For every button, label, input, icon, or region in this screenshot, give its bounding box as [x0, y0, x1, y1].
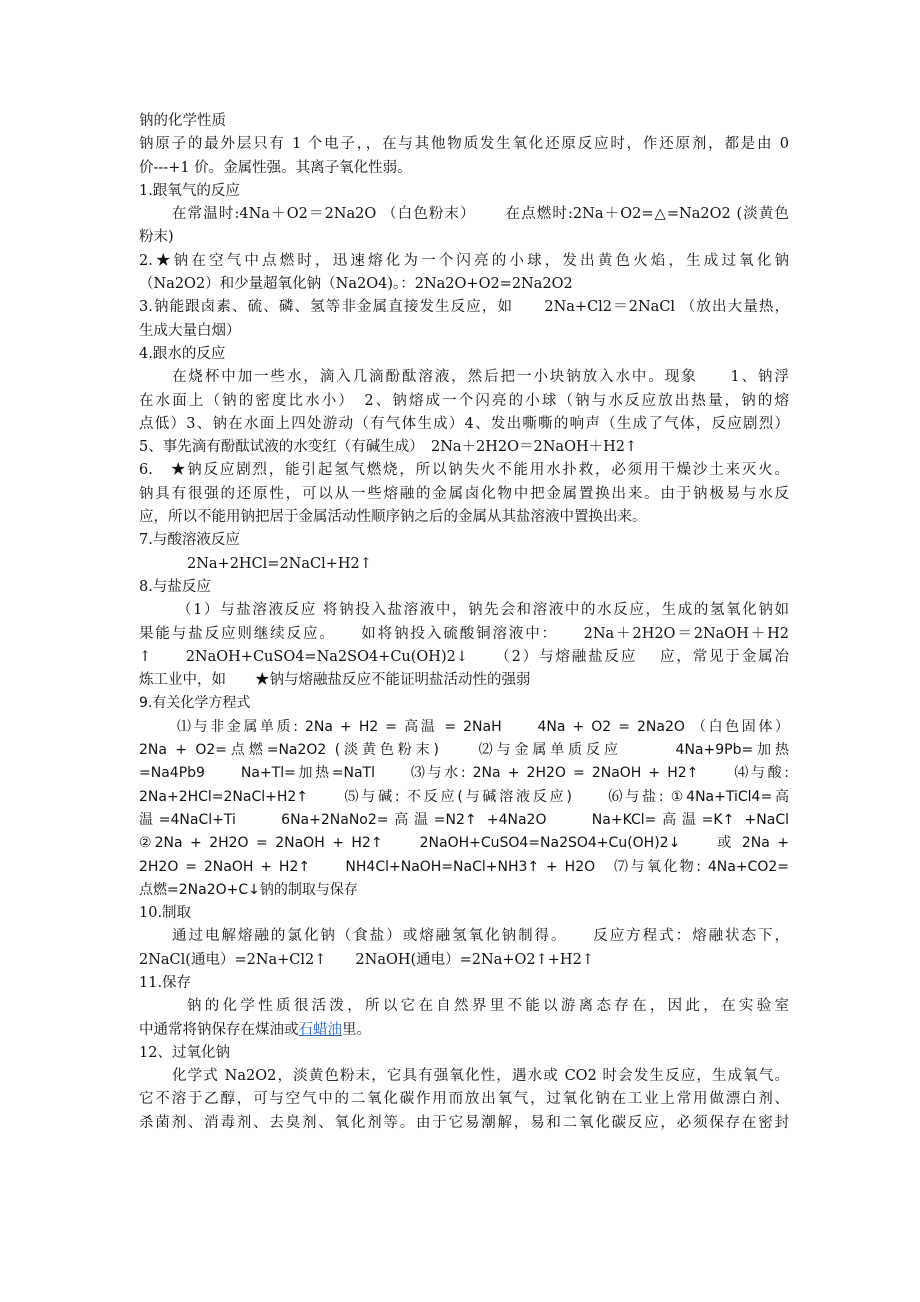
text-line: 钠的化学性质很活泼，所以它在自然界里不能以游离态存在，因此，在实验室: [187, 998, 789, 1015]
text-line: 在常温时:4Na＋O2＝2Na2O （白色粉末） 在点燃时:2Na＋O2=△=Na2O2 (淡黄色: [172, 206, 789, 223]
text-line: 炼工业中，如 ★钠与熔融盐反应不能证明盐活动性的强弱: [139, 672, 531, 689]
text-line: 粉末): [139, 229, 174, 246]
equation-line: 点燃=2Na2O+C↓钠的制取与保存: [139, 881, 358, 898]
heading-water: 4.跟水的反应: [139, 345, 226, 362]
text-line: 2.★钠在空气中点燃时，迅速熔化为一个闪亮的小球，发出黄色火焰，生成过氧化钠: [139, 252, 789, 269]
equation-line: ⑴与非金属单质: 2Na + H2 = 高温 = 2NaH 4Na + O2 = 2Na2O （白色固体）: [177, 718, 789, 735]
equation-line: 温=4NaCl+Ti 6Na+2NaNo2=高温=N2↑ +4Na2O Na+KCl=高温=K↑ +NaCl: [139, 811, 789, 828]
equation-line: =Na4Pb9 Na+Tl=加热=NaTl ⑶与水: 2Na + 2H2O = 2NaOH + H2↑ ⑷与酸:: [139, 765, 789, 782]
equation-line: 2NaCl(通电）=2Na+Cl2↑ 2NaOH(通电）=2Na+O2↑+H2↑: [139, 951, 594, 968]
text-line: （1）与盐溶液反应 将钠投入盐溶液中，钠先会和溶液中的水反应，生成的氢氧化钠如: [177, 602, 789, 619]
text-line: 价---+1 价。金属性强。其离子氧化性弱。: [139, 159, 412, 176]
document-body: [139, 110, 789, 1135]
heading-equations: 9.有关化学方程式: [139, 695, 251, 712]
storage-text-end: 里。: [342, 1021, 371, 1038]
heading-storage: 11.保存: [139, 974, 192, 991]
text-line: 它不溶于乙醇，可与空气中的二氧化碳作用而放出氧气，过氧化钠在工业上常用做漂白剂、: [139, 1091, 789, 1108]
text-line: 钠具有很强的还原性，可以从一些熔融的金属卤化物中把金属置换出来。由于钠极易与水反: [139, 485, 789, 502]
text-line: 6. ★钠反应剧烈，能引起氢气燃烧，所以钠失火不能用水扑救，必须用干燥沙土来灭火。: [139, 462, 789, 479]
text-line: 钠原子的最外层只有 1 个电子，，在与其他物质发生氧化还原反应时，作还原剂，都是由 0: [139, 136, 789, 153]
heading-salt: 8.与盐反应: [139, 578, 211, 595]
equation-line: ②2Na + 2H2O = 2NaOH + H2↑ 2NaOH+CuSO4=Na2SO4+Cu(OH)2↓ 或 2Na +: [139, 835, 789, 852]
text-line: 应，所以不能用钠把居于金属活动性顺序钠之后的金属从其盐溶液中置换出来。: [139, 509, 647, 526]
text-line: 在水面上（钠的密度比水小） 2、钠熔成一个闪亮的小球（钠与水反应放出热量，钠的熔: [139, 392, 789, 409]
text-line: 化学式 Na2O2，淡黄色粉末，它具有强氧化性，遇水或 CO2 时会发生反应，生成氧气。: [172, 1068, 789, 1085]
equation-line: 2Na+2HCl=2NaCl+H2↑: [187, 555, 372, 572]
heading-oxygen: 1.跟氧气的反应: [139, 182, 240, 199]
text-line: （Na2O2）和少量超氧化钠（Na2O4)。：2Na2O+O2=2Na2O2: [139, 276, 573, 293]
text-line: ↑ 2NaOH+CuSO4=Na2SO4+Cu(OH)2↓ （2）与熔融盐反应 应，常见于金属冶: [139, 648, 789, 665]
heading-acid: 7.与酸溶液反应: [139, 532, 240, 549]
heading-peroxide: 12、过氧化钠: [139, 1044, 230, 1061]
heading-preparation: 10.制取: [139, 905, 192, 922]
text-line: 生成大量白烟）: [139, 322, 241, 339]
text-line: 通过电解熔融的氯化钠（食盐）或熔融氢氧化钠制得。 反应方程式：熔融状态下，: [172, 928, 789, 945]
text-line: 5、事先滴有酚酞试液的水变红（有碱生成） 2Na＋2H2O＝2NaOH＋H2↑: [139, 439, 638, 456]
text-line: [139, 1019, 789, 1042]
paraffin-oil-link[interactable]: 石蜡油: [298, 1021, 342, 1038]
text-line: 果能与盐反应则继续反应。 如将钠投入硫酸铜溶液中： 2Na＋2H2O＝2NaOH＋H2: [139, 625, 789, 642]
text-line: 在烧杯中加一些水，滴入几滴酚酞溶液，然后把一小块钠放入水中。现象 1、钠浮: [172, 369, 789, 386]
section-title: 钠的化学性质: [139, 113, 226, 129]
equation-line: 2H2O = 2NaOH + H2↑ NH4Cl+NaOH=NaCl+NH3↑ + H2O ⑺与氧化物: 4Na+CO2=: [139, 858, 789, 875]
equation-line: 2Na + O2=点燃=Na2O2 (淡黄色粉末) ⑵与金属单质反应 4Na+9Pb=加热: [139, 742, 789, 759]
text-line: 杀菌剂、消毒剂、去臭剂、氧化剂等。由于它易潮解，易和二氧化碳反应，必须保存在密封: [139, 1114, 789, 1131]
text-line: 3.钠能跟卤素、硫、磷、氢等非金属直接发生反应，如 2Na+Cl2＝2NaCl （放出大量热，: [139, 299, 789, 316]
text-line: 点低）3、钠在水面上四处游动（有气体生成）4、发出嘶嘶的响声（生成了气体，反应剧烈）: [139, 415, 789, 432]
storage-text: 中通常将钠保存在煤油或: [139, 1021, 299, 1038]
equation-line: 2Na+2HCl=2NaCl+H2↑ ⑸与碱: 不反应(与碱溶液反应) ⑹与盐: ①4Na+TiCl4=高: [139, 788, 789, 805]
